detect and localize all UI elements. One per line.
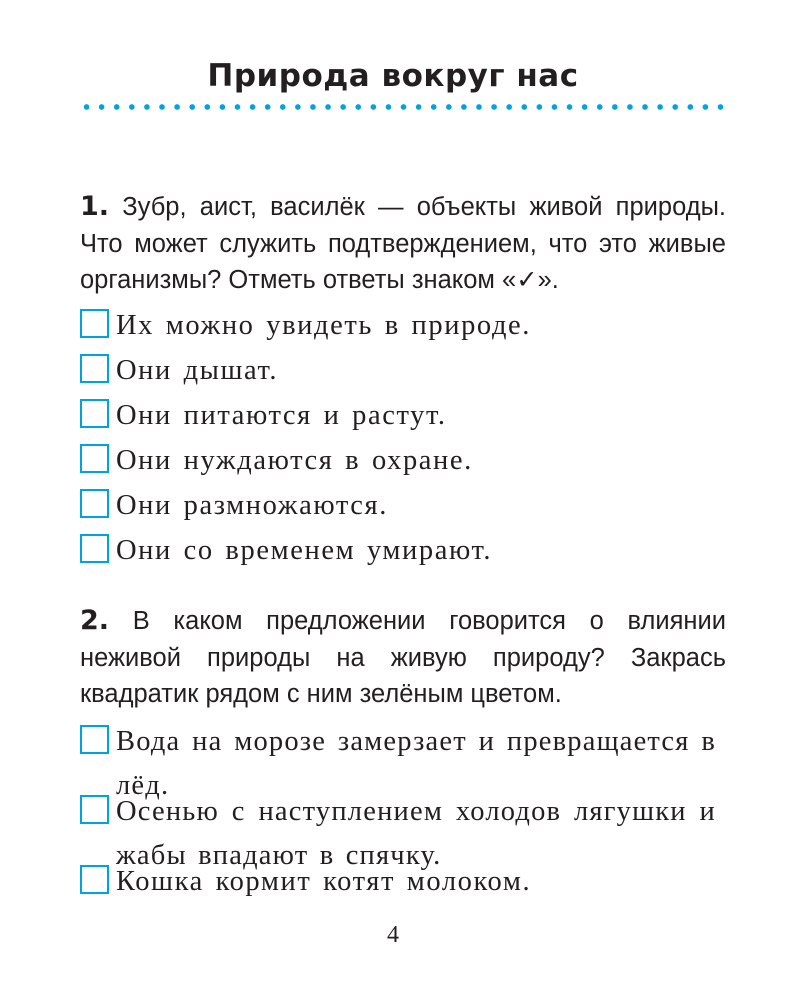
option-label: Вода на морозе замерзает и превращается в лёд. [116, 726, 716, 801]
task-2-number: 2. [80, 605, 110, 636]
page-number: 4 [387, 922, 399, 948]
option-label: Они со временем умирают. [116, 535, 493, 566]
checkbox[interactable] [80, 865, 109, 894]
task-2-prompt [80, 603, 726, 713]
checkbox[interactable] [80, 489, 109, 518]
task-1-number: 1. [80, 191, 110, 222]
checkbox[interactable] [80, 354, 109, 383]
option-label: Они дышат. [116, 355, 279, 386]
option-label: Их можно увидеть в природе. [116, 310, 532, 341]
task-1-option[interactable] [80, 394, 730, 438]
checkbox[interactable] [80, 444, 109, 473]
task-1-option[interactable] [80, 484, 730, 528]
task-2-option[interactable] [80, 860, 730, 904]
task-1-option[interactable] [80, 439, 730, 483]
option-label: Кошка кормит котят молоком. [116, 866, 532, 897]
option-label: Они питаются и растут. [116, 400, 447, 431]
page-title: Природа вокруг нас [207, 58, 579, 94]
task-1-option[interactable] [80, 349, 730, 393]
task-2-text: В каком предложении говорится о влиянии неживой природы на живую природу? Закрась квадратик рядом с ним зелёным цветом. [80, 607, 726, 708]
option-label: Осенью с наступлением холодов лягушки и жабы впадают в спячку. [116, 796, 716, 871]
checkbox[interactable] [80, 534, 109, 563]
checkbox[interactable] [80, 795, 109, 824]
task-1-text: Зубр, аист, василёк — объекты живой природы. Что может служить подтверждением, что это живые организмы? Отметь ответы знаком «✓». [80, 193, 726, 294]
task-1-option[interactable] [80, 529, 730, 573]
task-1-option[interactable] [80, 304, 730, 348]
option-label: Они размножаются. [116, 490, 388, 521]
option-label: Они нуждаются в охране. [116, 445, 473, 476]
checkbox[interactable] [80, 399, 109, 428]
dotted-divider [79, 102, 727, 112]
task-1-prompt [80, 189, 726, 299]
checkbox[interactable] [80, 309, 109, 338]
checkbox[interactable] [80, 725, 109, 754]
